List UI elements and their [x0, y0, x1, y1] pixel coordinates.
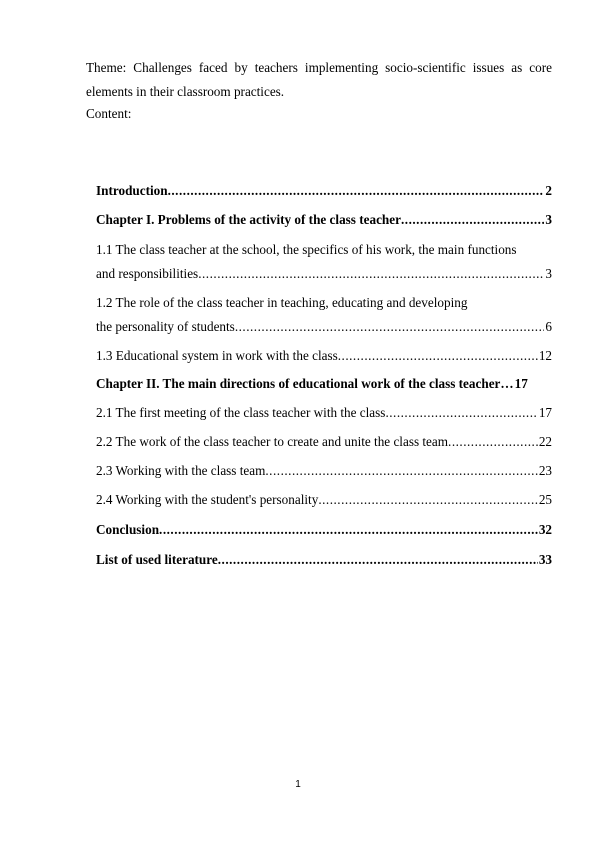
toc-leader	[159, 520, 538, 540]
toc-page-number: 17	[538, 405, 552, 420]
toc-title: 2.4 Working with the student's personality	[96, 492, 319, 507]
toc-leader	[198, 264, 544, 284]
toc-title-line-2: and responsibilities	[96, 266, 199, 281]
toc-page-number: 32	[538, 522, 552, 537]
toc-page-number: 17	[514, 376, 528, 391]
toc-leader	[168, 181, 545, 201]
toc-page-number: 3	[545, 266, 552, 281]
toc-title: Chapter II. The main directions of educational work of the class teacher…	[96, 376, 514, 391]
toc-leader	[265, 461, 537, 481]
toc-title: 1.3 Educational system in work with the class	[96, 348, 338, 363]
toc-leader	[385, 403, 537, 423]
toc-page-number: 12	[538, 348, 552, 363]
toc-title: 2.2 The work of the class teacher to create and unite the class team	[96, 434, 449, 449]
toc-leader	[448, 432, 538, 452]
toc-page-number: 22	[538, 434, 552, 449]
toc-title: 2.1 The first meeting of the class teacher with the class	[96, 405, 386, 420]
toc-entry-chapter-1	[96, 210, 552, 230]
toc-page-number: 2	[545, 183, 552, 198]
toc-title: Conclusion	[96, 522, 160, 537]
theme-paragraph: Theme: Challenges faced by teachers implementing socio-scientific issues as core elements in their classroom practices.	[86, 60, 552, 99]
toc-entry-chapter-2	[96, 374, 552, 394]
toc-leader	[338, 346, 538, 366]
page-number: 1	[295, 779, 301, 790]
toc-leader	[235, 317, 545, 337]
toc-page-number: 33	[538, 552, 552, 567]
toc-leader	[401, 210, 544, 230]
toc-title-line-1: 1.2 The role of the class teacher in teaching, educating and developing	[96, 295, 468, 310]
toc-entry-section-1-1	[96, 240, 552, 284]
toc-entry-section-2-4	[96, 490, 552, 510]
toc-title: 2.3 Working with the class team	[96, 463, 266, 478]
toc-leader	[218, 550, 538, 570]
toc-entry-introduction	[96, 181, 552, 201]
toc-entry-section-2-2	[96, 432, 552, 452]
toc-entry-conclusion	[96, 520, 552, 540]
toc-page-number: 23	[538, 463, 552, 478]
toc-leader	[318, 490, 538, 510]
content-label: Content:	[86, 106, 132, 121]
toc-entry-literature	[96, 550, 552, 570]
toc-title: Introduction	[96, 183, 168, 198]
toc-title: Chapter I. Problems of the activity of the class teacher	[96, 212, 401, 227]
toc-entry-section-2-3	[96, 461, 552, 481]
toc-entry-section-1-2	[96, 293, 552, 337]
toc-page-number: 6	[545, 319, 552, 334]
toc-entry-section-2-1	[96, 403, 552, 423]
toc-entry-section-1-3	[96, 346, 552, 366]
toc-title-line-1: 1.1 The class teacher at the school, the specifics of his work, the main functions	[96, 242, 517, 257]
toc-page-number: 3	[545, 212, 552, 227]
toc-page-number: 25	[538, 492, 552, 507]
toc-title-line-2: the personality of students	[96, 319, 235, 334]
toc-title: List of used literature	[96, 552, 218, 567]
